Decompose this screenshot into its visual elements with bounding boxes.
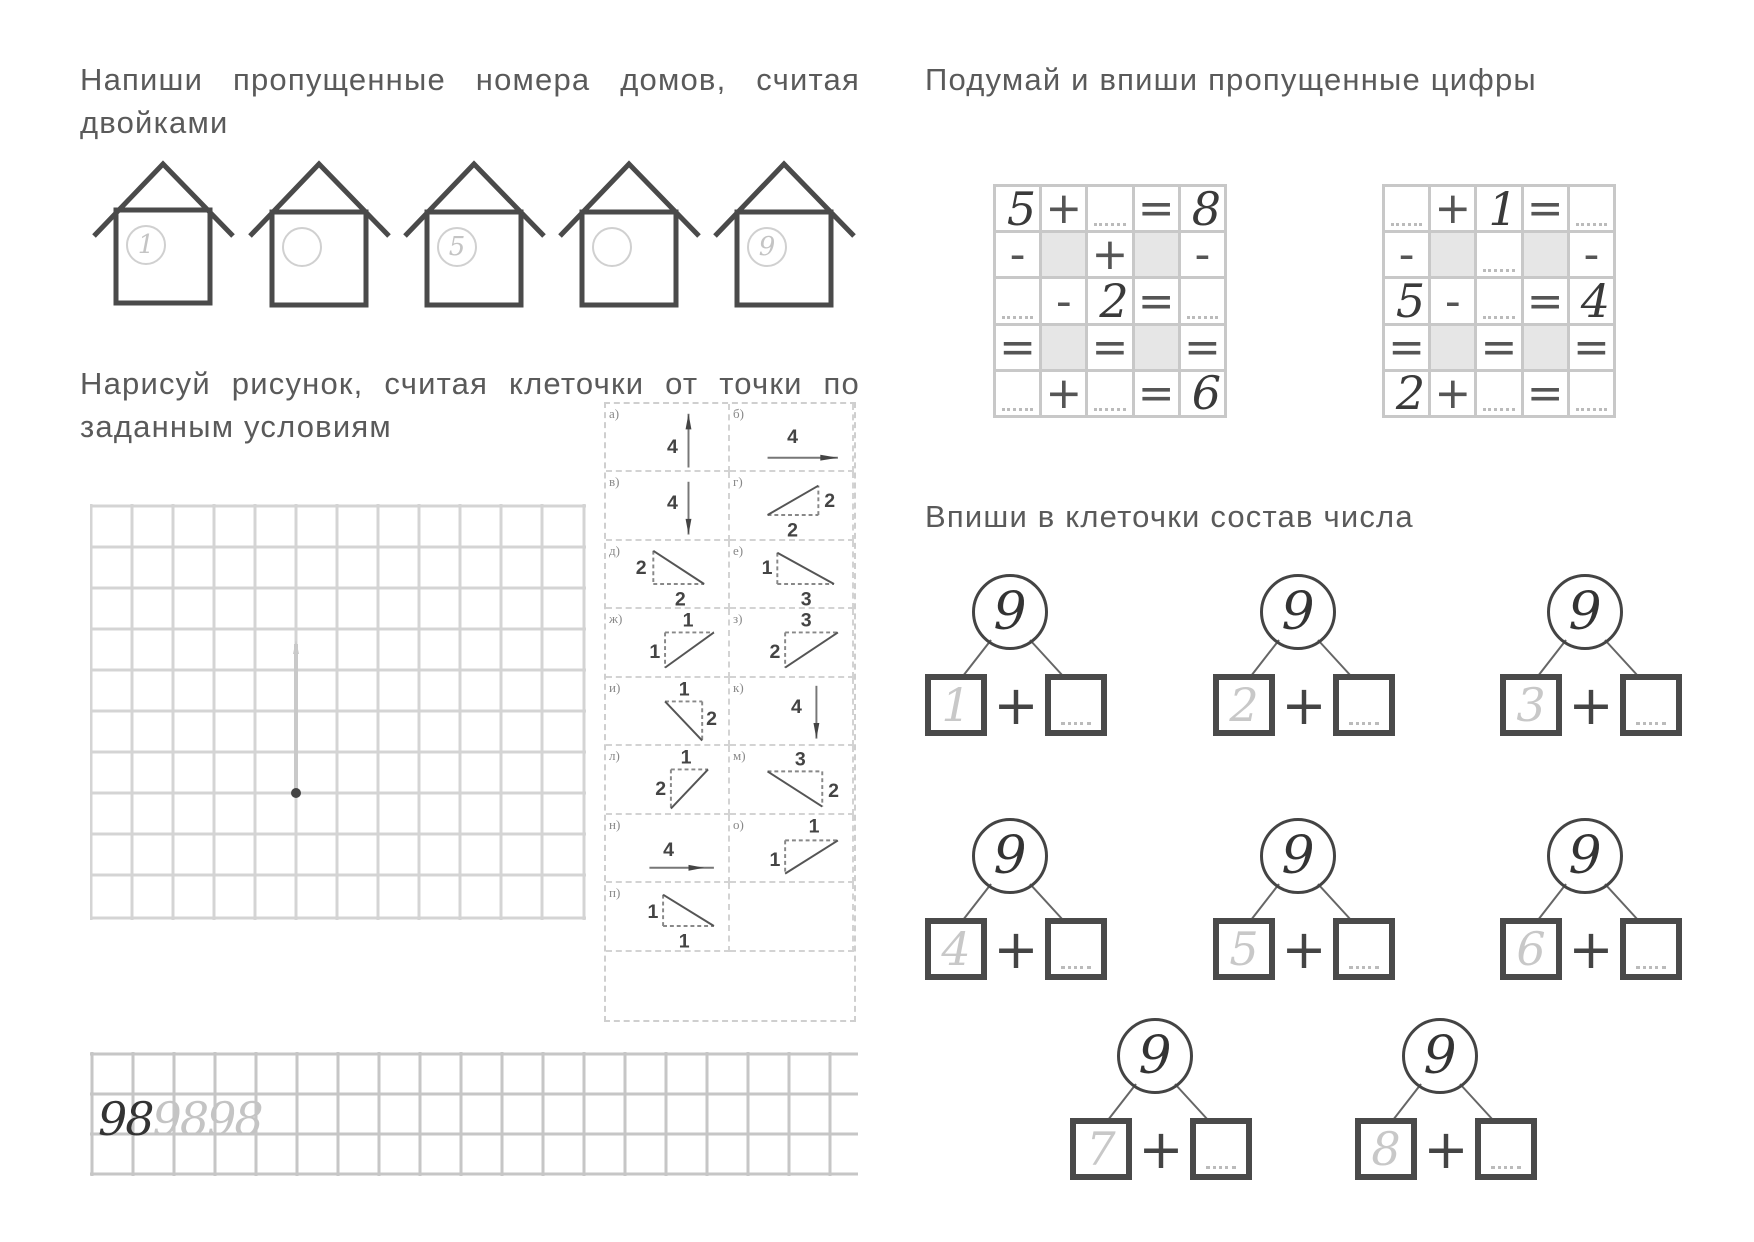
svg-text:1: 1 — [649, 641, 661, 664]
blank-cell[interactable] — [1477, 279, 1520, 322]
house-number-2[interactable] — [282, 227, 322, 267]
puzzle-grid-1 — [993, 184, 1227, 418]
svg-text:4: 4 — [787, 426, 798, 449]
instruction-zh: ж) 1 1 — [606, 609, 730, 677]
minus-sign: - — [1570, 233, 1613, 276]
equals-sign: = — [1181, 326, 1224, 369]
instruction-l: л) 1 2 — [606, 746, 730, 814]
triangle-icon — [606, 609, 728, 675]
part-box-left[interactable]: 8 — [1355, 1118, 1417, 1180]
shaded-cell — [1524, 326, 1567, 369]
svg-text:2: 2 — [769, 641, 781, 664]
shaded-cell — [1135, 326, 1178, 369]
shaded-cell — [1135, 233, 1178, 276]
instruction-k: к) 4 — [730, 678, 854, 746]
number-cell: 6 — [1181, 372, 1224, 415]
houses-drawing — [0, 0, 900, 330]
svg-text:1: 1 — [682, 609, 694, 632]
composition-tree — [1355, 1018, 1545, 1198]
composition-tree — [1500, 818, 1690, 998]
svg-text:1: 1 — [678, 930, 690, 950]
composition-tree — [1213, 818, 1403, 998]
drawing-title-line2: заданным условиям — [80, 409, 392, 444]
svg-text:3: 3 — [800, 609, 812, 632]
arrow-right-icon — [730, 404, 852, 470]
drawing-title-line1: Нарисуй рисунок, считая клеточки от точки по — [80, 366, 860, 401]
part-box-right[interactable] — [1190, 1118, 1252, 1180]
svg-text:1: 1 — [769, 848, 781, 871]
part-box-left[interactable]: 1 — [925, 674, 987, 736]
instruction-b: б) 4 — [730, 404, 854, 472]
blank-cell[interactable] — [996, 372, 1039, 415]
blank-cell[interactable] — [1088, 187, 1131, 230]
arrow-down-icon — [730, 678, 852, 744]
svg-text:4: 4 — [667, 435, 678, 458]
part-box-left[interactable]: 6 — [1500, 918, 1562, 980]
houses-title-line2: двойками — [80, 105, 229, 140]
part-box-right[interactable] — [1620, 674, 1682, 736]
instruction-o: о) 1 1 — [730, 815, 854, 883]
triangle-icon — [730, 541, 852, 607]
svg-text:2: 2 — [635, 557, 647, 580]
composition-tree — [925, 818, 1115, 998]
number-cell: 2 — [1385, 372, 1428, 415]
svg-text:3: 3 — [794, 748, 806, 771]
part-box-left[interactable]: 4 — [925, 918, 987, 980]
blank-cell[interactable] — [1477, 372, 1520, 415]
equals-sign: = — [1385, 326, 1428, 369]
svg-text:4: 4 — [663, 838, 674, 861]
svg-text:2: 2 — [706, 707, 717, 730]
houses-row — [0, 0, 900, 330]
instruction-g: г) 2 2 — [730, 472, 854, 540]
house-number-3[interactable]: 5 — [437, 227, 477, 267]
number-cell: 8 — [1181, 187, 1224, 230]
part-box-left[interactable]: 2 — [1213, 674, 1275, 736]
instruction-e: е) 1 3 — [730, 541, 854, 609]
plus-sign: + — [1088, 233, 1131, 276]
whole-number-circle: 9 — [1547, 818, 1623, 894]
instruction-i: и) 1 2 — [606, 678, 730, 746]
part-box-left[interactable]: 5 — [1213, 918, 1275, 980]
svg-text:3: 3 — [800, 588, 812, 608]
minus-sign: - — [996, 233, 1039, 276]
plus-sign: + — [993, 917, 1039, 981]
plus-sign: + — [993, 673, 1039, 737]
number-cell: 5 — [996, 187, 1039, 230]
arrow-down-icon — [606, 472, 728, 538]
triangle-icon — [606, 678, 728, 744]
part-box-left[interactable]: 7 — [1070, 1118, 1132, 1180]
blank-cell[interactable] — [1570, 372, 1613, 415]
minus-sign: - — [1042, 279, 1085, 322]
plus-sign: + — [1568, 673, 1614, 737]
minus-sign: - — [1431, 279, 1474, 322]
triangle-icon — [606, 746, 728, 812]
instruction-p: п) 1 1 — [606, 883, 730, 951]
whole-number-circle: 9 — [972, 818, 1048, 894]
svg-text:1: 1 — [808, 815, 820, 838]
start-dot — [291, 788, 301, 798]
plus-sign: + — [1423, 1117, 1469, 1181]
equals-sign: = — [1477, 326, 1520, 369]
instruction-m: м) 3 2 — [730, 746, 854, 814]
blank-cell[interactable] — [1477, 233, 1520, 276]
triangle-icon — [730, 472, 852, 538]
part-box-right[interactable] — [1045, 674, 1107, 736]
whole-number-circle: 9 — [1547, 574, 1623, 650]
svg-text:2: 2 — [824, 490, 836, 513]
part-box-right[interactable] — [1333, 674, 1395, 736]
whole-number-circle: 9 — [1260, 818, 1336, 894]
composition-tree — [1500, 574, 1690, 754]
equals-sign: = — [1524, 372, 1567, 415]
number-cell: 4 — [1570, 279, 1613, 322]
plus-sign: + — [1042, 372, 1085, 415]
equals-sign: = — [1524, 187, 1567, 230]
equals-sign: = — [996, 326, 1039, 369]
instruction-empty — [730, 883, 854, 951]
puzzles-task-title: Подумай и впиши пропущенные цифры — [925, 62, 1537, 97]
whole-number-circle: 9 — [1402, 1018, 1478, 1094]
part-box-right[interactable] — [1045, 918, 1107, 980]
minus-sign: - — [1181, 233, 1224, 276]
equals-sign: = — [1570, 326, 1613, 369]
drawing-grid[interactable] — [90, 504, 586, 920]
instruction-a: а) 4 — [606, 404, 730, 472]
house-number-5[interactable]: 9 — [747, 227, 787, 267]
whole-number-circle: 9 — [1260, 574, 1336, 650]
plus-sign: + — [1568, 917, 1614, 981]
svg-text:1: 1 — [761, 557, 773, 580]
svg-text:1: 1 — [678, 678, 690, 701]
svg-text:2: 2 — [787, 519, 798, 539]
shaded-cell — [1042, 233, 1085, 276]
instruction-v: в) 4 — [606, 472, 730, 540]
blank-cell[interactable] — [996, 279, 1039, 322]
blank-cell[interactable] — [1385, 187, 1428, 230]
instruction-z: з) 3 2 — [730, 609, 854, 677]
house-number-1[interactable]: 1 — [126, 225, 166, 265]
plus-sign: + — [1138, 1117, 1184, 1181]
svg-text:2: 2 — [674, 588, 686, 608]
triangle-icon — [730, 815, 852, 881]
equals-sign: = — [1135, 187, 1178, 230]
plus-sign: + — [1281, 673, 1327, 737]
part-box-right[interactable] — [1620, 918, 1682, 980]
svg-text:2: 2 — [828, 780, 840, 803]
number-cell: 2 — [1088, 279, 1131, 322]
blank-cell[interactable] — [1088, 372, 1131, 415]
puzzle-grid-2 — [1382, 184, 1616, 418]
triangle-icon — [606, 883, 728, 949]
svg-text:2: 2 — [655, 778, 667, 801]
plus-sign: + — [1431, 372, 1474, 415]
number-cell: 5 — [1385, 279, 1428, 322]
minus-sign: - — [1385, 233, 1428, 276]
sample-digits: 98 — [98, 1092, 153, 1146]
shaded-cell — [1431, 233, 1474, 276]
part-box-right[interactable] — [1333, 918, 1395, 980]
number-cell: 1 — [1477, 187, 1520, 230]
drawing-instructions — [604, 402, 856, 1022]
blank-cell[interactable] — [1570, 187, 1613, 230]
shaded-cell — [1042, 326, 1085, 369]
svg-text:4: 4 — [667, 492, 678, 515]
part-box-left[interactable]: 3 — [1500, 674, 1562, 736]
svg-text:4: 4 — [791, 695, 802, 718]
blank-cell[interactable] — [1181, 279, 1224, 322]
copybook-line[interactable] — [90, 1052, 858, 1176]
house-number-4[interactable] — [592, 227, 632, 267]
shaded-cell — [1524, 233, 1567, 276]
plus-sign: + — [1042, 187, 1085, 230]
triangle-icon — [730, 746, 852, 812]
plus-sign: + — [1281, 917, 1327, 981]
equals-sign: = — [1524, 279, 1567, 322]
composition-tree — [1213, 574, 1403, 754]
composition-tree — [1070, 1018, 1260, 1198]
svg-text:1: 1 — [647, 901, 659, 924]
instruction-n: н) 4 — [606, 815, 730, 883]
arrow-up-icon — [606, 404, 728, 470]
triangle-icon — [730, 609, 852, 675]
whole-number-circle: 9 — [972, 574, 1048, 650]
svg-text:1: 1 — [680, 746, 692, 769]
whole-number-circle: 9 — [1117, 1018, 1193, 1094]
shaded-cell — [1431, 326, 1474, 369]
composition-task-title: Впиши в клеточки состав числа — [925, 499, 1414, 534]
part-box-right[interactable] — [1475, 1118, 1537, 1180]
plus-sign: + — [1431, 187, 1474, 230]
equals-sign: = — [1088, 326, 1131, 369]
trace-digits: 9898 — [152, 1092, 262, 1146]
instruction-d: д) 2 2 — [606, 541, 730, 609]
triangle-icon — [606, 541, 728, 607]
grid-lines — [90, 504, 586, 920]
equals-sign: = — [1135, 372, 1178, 415]
arrow-right-icon — [606, 815, 728, 881]
houses-title-line1: Напиши пропущенные номера домов, считая — [80, 62, 860, 97]
copybook-sample — [98, 1092, 262, 1146]
composition-tree — [925, 574, 1115, 754]
equals-sign: = — [1135, 279, 1178, 322]
